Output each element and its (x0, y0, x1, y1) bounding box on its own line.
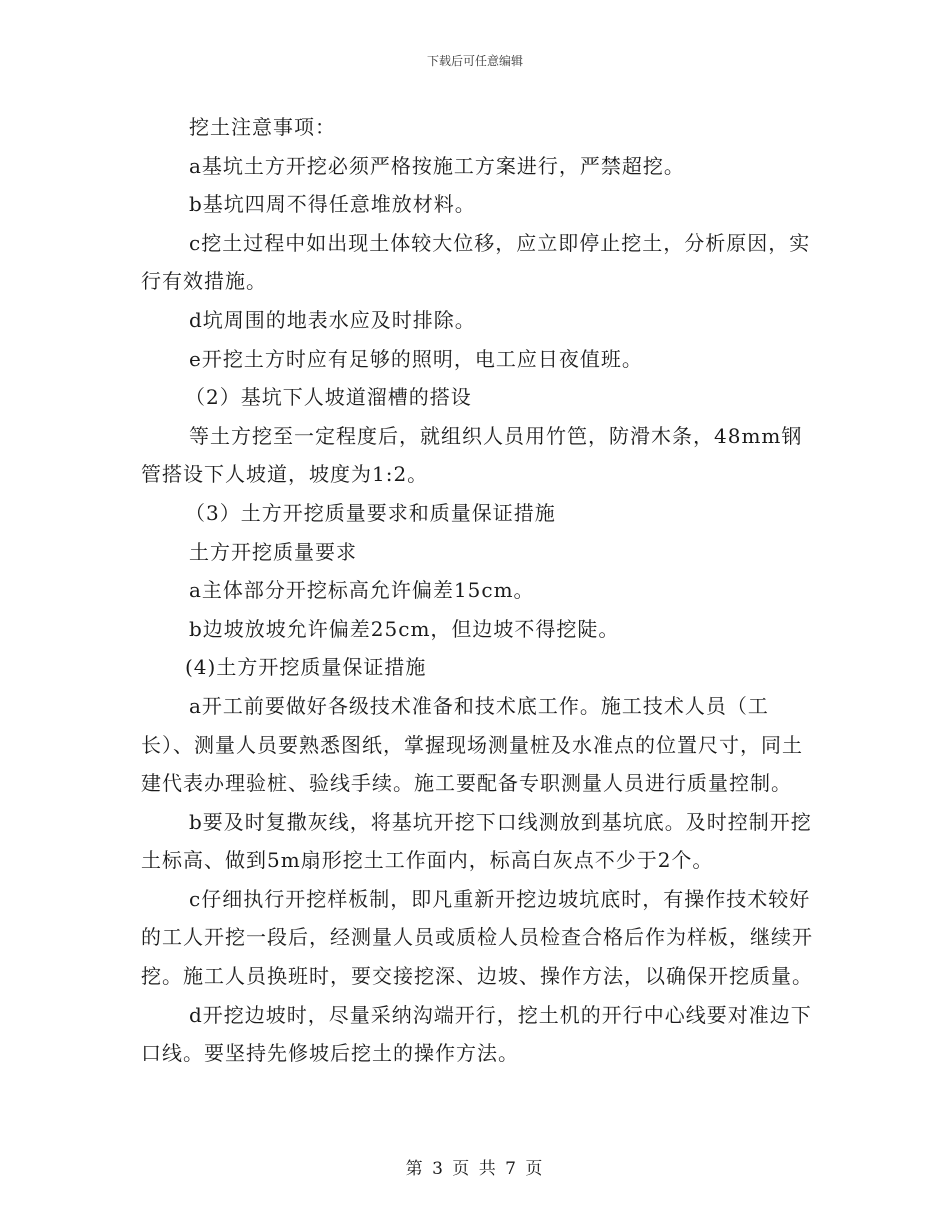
paragraph-s4: (4)土方开挖质量保证措施 (185, 655, 427, 680)
paragraph-a: a基坑土方开挖必须严格按施工方案进行，严禁超挖。 (189, 153, 685, 178)
paragraph-s2-body: 等土方挖至一定程度后，就组织人员用竹笆，防滑木条，48mm钢管搭设下人坡道，坡度为1:2。 (141, 423, 803, 487)
paragraph-c: c挖土过程中如出现土体较大位移，应立即停止挖土，分析原因，实行有效措施。 (141, 230, 811, 294)
page-header: 下载后可任意编辑 (426, 54, 523, 68)
paragraph-s4-d: d开挖边坡时，尽量采纳沟端开行，挖土机的开行中心线要对准边下口线。要坚持先修坡后挖土的操作方法。 (141, 1002, 812, 1066)
paragraph-s3-a: a主体部分开挖标高允许偏差15cm。 (189, 578, 535, 603)
paragraph-e: e开挖土方时应有足够的照明，电工应日夜值班。 (189, 346, 643, 371)
page-footer: 第 3 页 共 7 页 (405, 1159, 545, 1179)
paragraph-d: d坑周围的地表水应及时排除。 (189, 307, 476, 332)
paragraph-s2: （2）基坑下人坡道溜槽的搭设 (185, 385, 472, 410)
paragraph-s4-a: a开工前要做好各级技术准备和技术底工作。施工技术人员（工长）、测量人员要熟悉图纸，掌握现场测量桩及水准点的位置尺寸，同土建代表办理验桩、验线手续。施工要配备专职测量人员进行质量控制。 (141, 693, 803, 796)
paragraph-s4-b: b要及时复撒灰线，将基坑开挖下口线测放到基坑底。及时控制开挖土标高、做到5m扇形挖土工作面内，标高白灰点不少于2个。 (141, 809, 812, 873)
paragraph-s3: （3）土方开挖质量要求和质量保证措施 (185, 500, 556, 525)
paragraph-b: b基坑四周不得任意堆放材料。 (189, 192, 476, 217)
paragraph-s3-b: b边坡放坡允许偏差25cm，但边坡不得挖陡。 (189, 616, 620, 641)
paragraph-s4-c: c仔细执行开挖样板制，即凡重新开挖边坡坑底时，有操作技术较好的工人开挖一段后，经测量人员或质检人员检查合格后作为样板，继续开挖。施工人员换班时，要交接挖深、边坡、操作方法，以确保开挖质量。 (141, 886, 813, 989)
paragraph-title: 挖土注意事项： (189, 115, 336, 139)
paragraph-s3-sub: 土方开挖质量要求 (189, 539, 357, 564)
document-body (141, 108, 813, 1073)
